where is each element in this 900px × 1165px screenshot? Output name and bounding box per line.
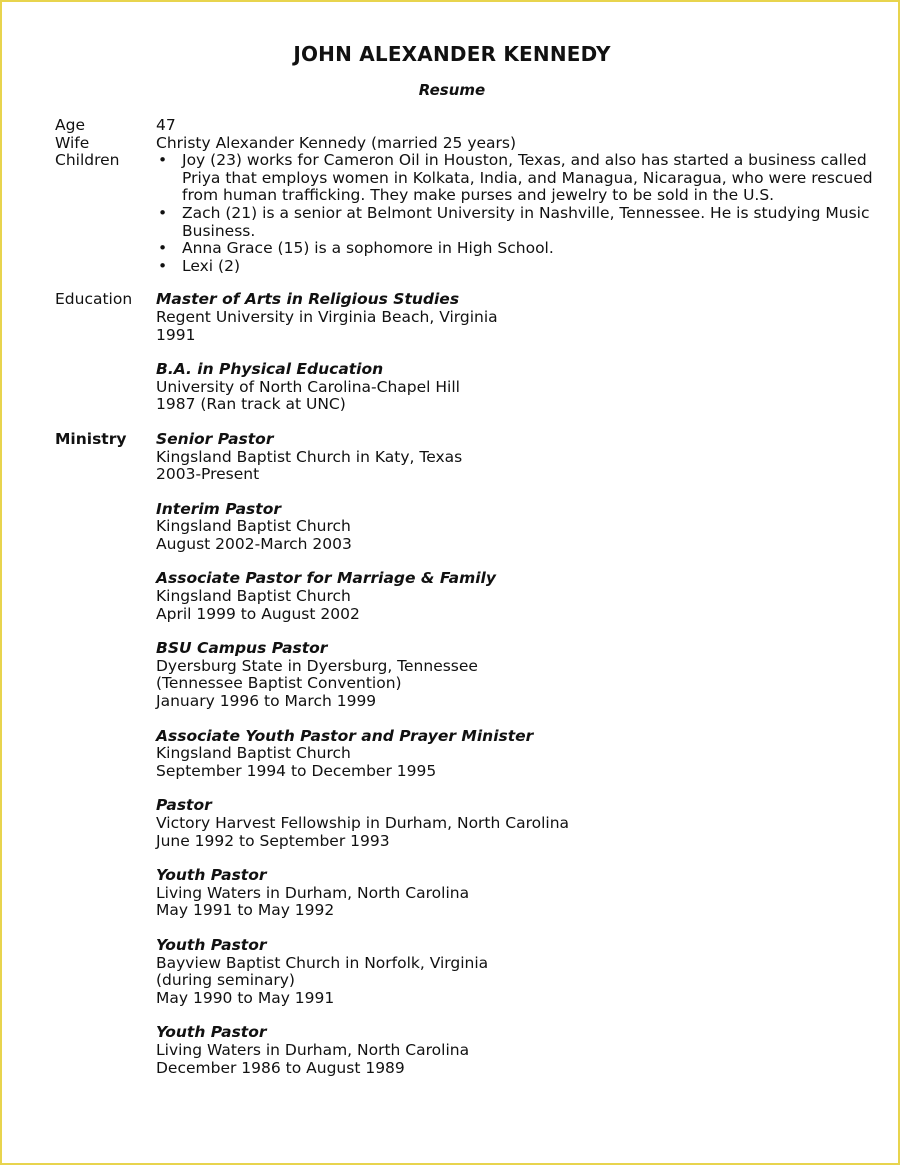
entry-line: 1987 (Ran track at UNC): [156, 395, 346, 414]
wife-value: Christy Alexander Kennedy (married 25 years): [156, 133, 517, 152]
age-value: 47: [156, 116, 176, 134]
entry-title: Youth Pastor: [156, 1023, 267, 1042]
entry-line: Living Waters in Durham, North Carolina: [156, 883, 470, 902]
entry-line: May 1991 to May 1992: [156, 901, 335, 920]
children-label: Children: [55, 151, 120, 170]
education-label: Education: [55, 290, 133, 309]
entry-line: 1991: [156, 325, 196, 344]
ministry-entry: [156, 1024, 885, 1077]
entry-title: BSU Campus Pastor: [156, 639, 328, 658]
entry-line: Kingsland Baptist Church in Katy, Texas: [156, 447, 463, 466]
entry-line: Victory Harvest Fellowship in Durham, North Carolina: [156, 814, 570, 832]
wife-label: Wife: [55, 133, 90, 152]
age-label: Age: [55, 116, 85, 134]
ministry-entry: [156, 867, 885, 920]
entry-line: September 1994 to December 1995: [156, 761, 437, 780]
children-row: [55, 152, 885, 275]
entry-title: Associate Youth Pastor and Prayer Minister: [156, 726, 534, 745]
ministry-entry: [156, 937, 885, 1007]
entry-line: June 1992 to September 1993: [156, 831, 390, 850]
ministry-entry: [156, 640, 885, 710]
entry-title: Youth Pastor: [156, 866, 267, 885]
entry-line: University of North Carolina-Chapel Hill: [156, 377, 460, 396]
page-title: JOHN ALEXANDER KENNEDY: [293, 42, 611, 66]
entry-line: Dyersburg State in Dyersburg, Tennessee: [156, 656, 478, 675]
entry-line: 2003-Present: [156, 465, 260, 484]
list-item: • Joy (23) works for Cameron Oil in Houston, Texas, and also has started a business called Priya that employs women in Kolkata, India, and Managua, Nicaragua, who were rescued from human trafficking. They make purses and jewelry to be sold in the U.S.: [156, 152, 885, 205]
entry-line: Bayview Baptist Church in Norfolk, Virginia: [156, 953, 489, 972]
list-item: • Zach (21) is a senior at Belmont University in Nashville, Tennessee. He is studying Music Business.: [156, 205, 885, 240]
age-row: [55, 117, 885, 135]
entry-line: (during seminary): [156, 971, 295, 990]
entry-title: B.A. in Physical Education: [156, 360, 384, 379]
entry-line: Regent University in Virginia Beach, Virginia: [156, 307, 498, 326]
entry-title: Senior Pastor: [156, 429, 274, 448]
ministry-section: [55, 431, 885, 1094]
entry-line: January 1996 to March 1999: [156, 692, 377, 711]
entry-line: December 1986 to August 1989: [156, 1058, 405, 1077]
education-entry: [156, 361, 885, 414]
entry-line: April 1999 to August 2002: [156, 604, 360, 623]
education-section: [55, 291, 885, 431]
entry-line: Living Waters in Durham, North Carolina: [156, 1040, 470, 1059]
entry-title: Youth Pastor: [156, 935, 267, 954]
list-item: • Anna Grace (15) is a sophomore in High School.: [156, 240, 885, 258]
ministry-entry: [156, 570, 885, 623]
entry-line: Kingsland Baptist Church: [156, 744, 351, 763]
ministry-entry: [156, 797, 885, 850]
list-item: • Lexi (2): [156, 258, 885, 276]
entry-title: Interim Pastor: [156, 499, 281, 518]
children-list: [156, 152, 885, 275]
education-entry: [156, 291, 885, 344]
wife-row: [55, 135, 885, 153]
entry-line: Kingsland Baptist Church: [156, 587, 351, 606]
entry-title: Pastor: [156, 796, 212, 815]
entry-line: August 2002-March 2003: [156, 534, 352, 553]
ministry-entry: [156, 501, 885, 554]
entry-title: Master of Arts in Religious Studies: [156, 290, 460, 309]
entry-title: Associate Pastor for Marriage & Family: [156, 569, 496, 588]
resume-content: [55, 117, 885, 1094]
ministry-entry: [156, 728, 885, 781]
entry-line: Kingsland Baptist Church: [156, 517, 351, 536]
ministry-entry: [156, 431, 885, 484]
ministry-label: Ministry: [55, 429, 127, 448]
entry-line: (Tennessee Baptist Convention): [156, 674, 402, 693]
page-subtitle: Resume: [418, 81, 486, 99]
entry-line: May 1990 to May 1991: [156, 988, 335, 1007]
